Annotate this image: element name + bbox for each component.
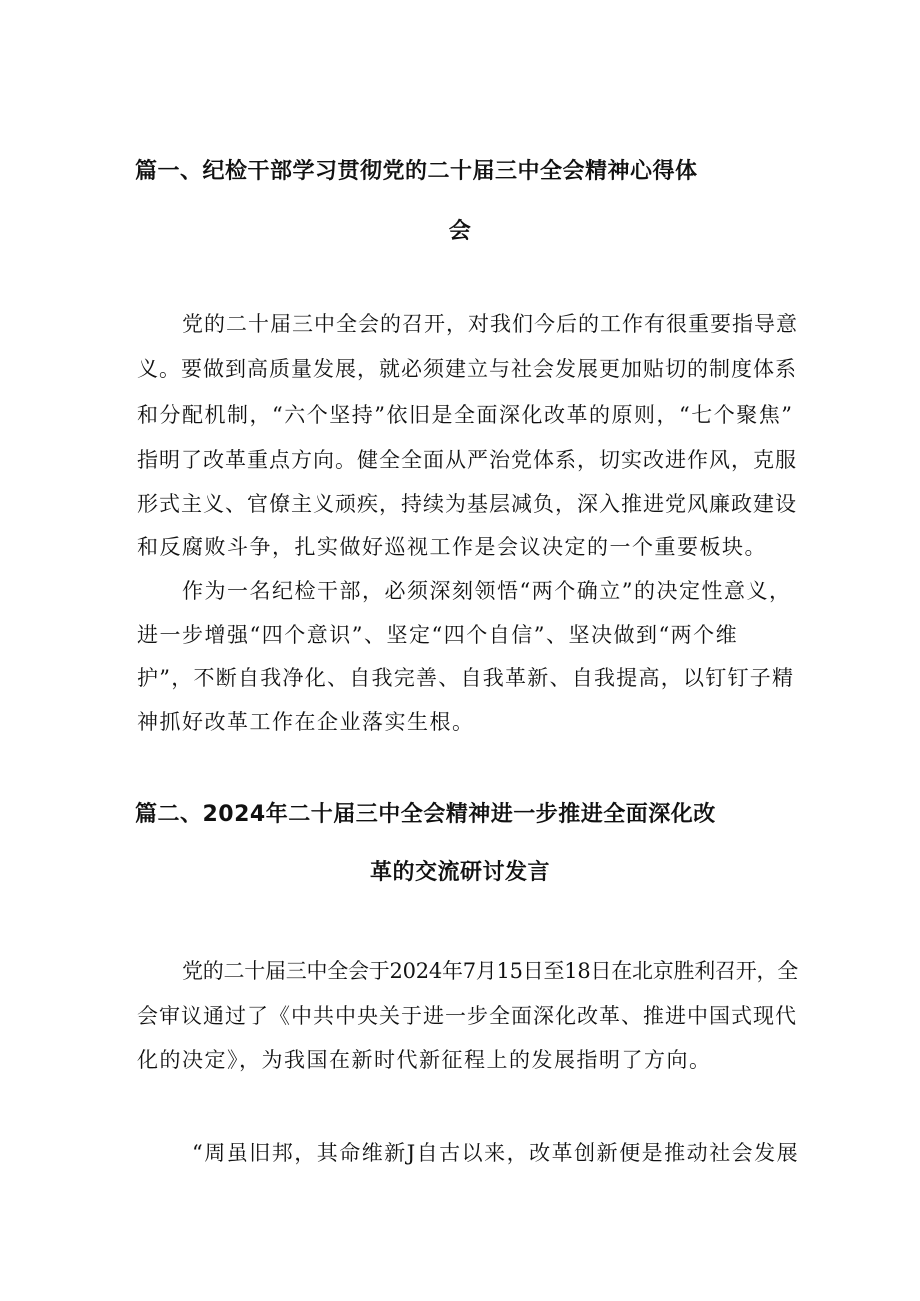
section1-heading-line2: 会 xyxy=(448,219,472,244)
section2-p1-line1: 党的二十届三中全会于2024年7月15日至18日在北京胜利召开，全 xyxy=(182,959,798,983)
section1-heading-line1: 篇一、纪检干部学习贯彻党的二十届三中全会精神心得体 xyxy=(135,159,698,184)
section1-p1-line3: 和分配机制，“六个坚持”依旧是全面深化改革的原则，“七个聚焦” xyxy=(137,403,794,427)
section2-p2-line1: “周虽旧邦，其命维新J自古以来，改革创新便是推动社会发展 xyxy=(192,1141,800,1165)
section2-p1-line3: 化的决定》，为我国在新时代新征程上的发展指明了方向。 xyxy=(137,1048,712,1072)
section1-p1-line1: 党的二十届三中全会的召开，对我们今后的工作有很重要指导意 xyxy=(182,312,798,336)
section1-p2-line1: 作为一名纪检干部，必须深刻领悟“两个确立”的决定性意义， xyxy=(182,579,792,603)
section1-p1-line5: 形式主义、官僚主义顽疾，持续为基层减负，深入推进党风廉政建设 xyxy=(137,492,797,516)
section1-p1-line4: 指明了改革重点方向。健全全面从严治党体系，切实改进作风，克服 xyxy=(137,448,797,472)
section1-p2-line2: 进一步增强“四个意识”、坚定“四个自信”、坚决做到“两个维 xyxy=(137,623,739,647)
section1-p2-line3: 护”，不断自我净化、自我完善、自我革新、自我提高，以钉钉子精 xyxy=(137,666,795,690)
section1-p1-line6: 和反腐败斗争，扎实做好巡视工作是会议决定的一个重要板块。 xyxy=(137,535,767,559)
section2-p1-line2: 会审议通过了《中共中央关于进一步全面深化改革、推进中国式现代 xyxy=(137,1004,797,1028)
section1-p2-line4: 神抓好改革工作在企业落实生根。 xyxy=(137,710,475,734)
section2-heading-line2: 革的交流研讨发言 xyxy=(369,860,550,885)
section2-heading-line1: 篇二、2024年二十届三中全会精神进一步推进全面深化改 xyxy=(135,802,716,827)
section1-p1-line2: 义。要做到高质量发展，就必须建立与社会发展更加贴切的制度体系 xyxy=(137,357,797,381)
